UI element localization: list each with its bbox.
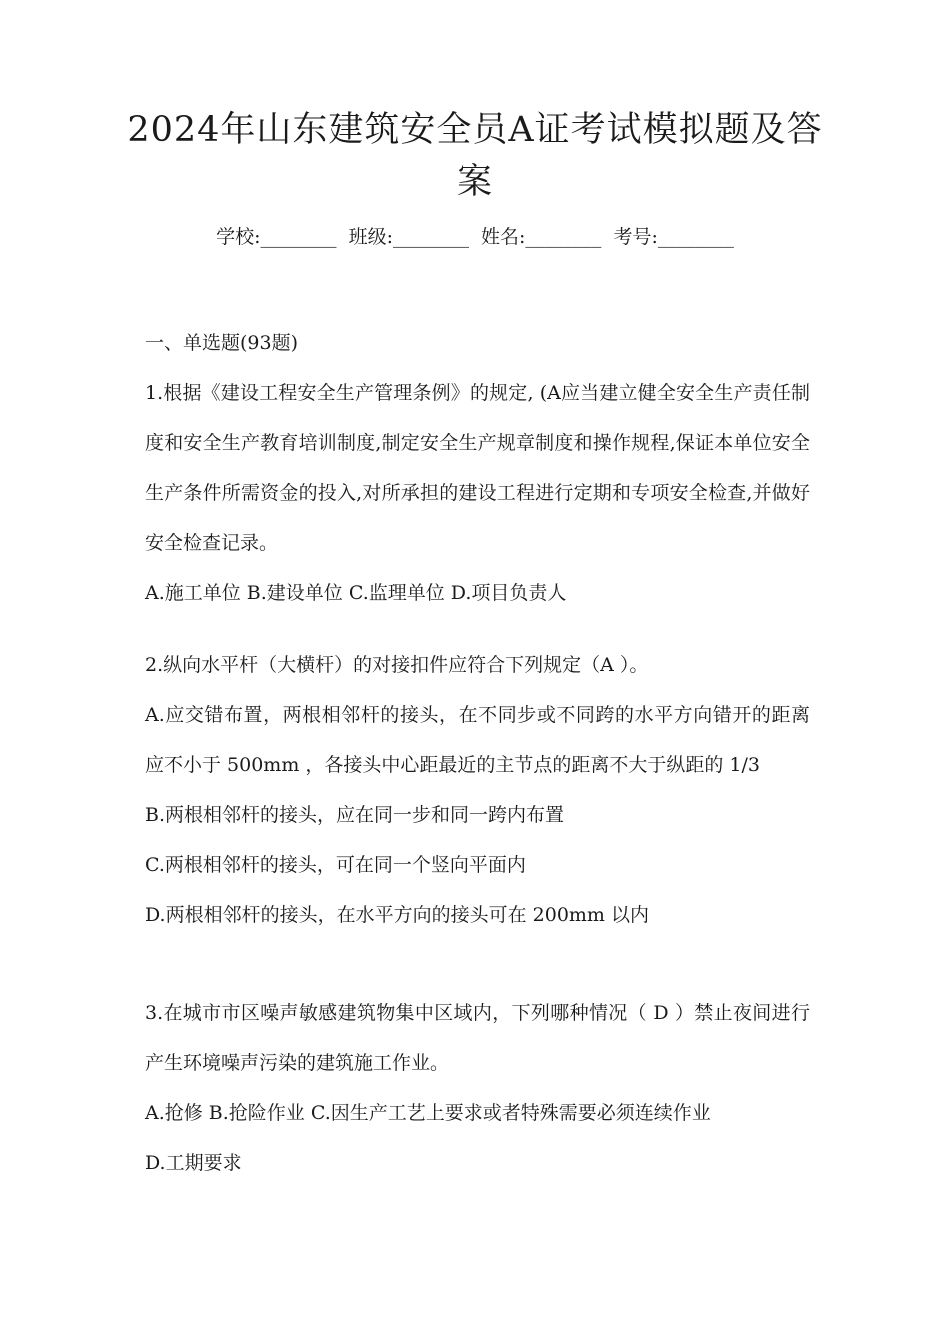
question-3-stem: 3.在城市市区噪声敏感建筑物集中区域内，下列哪种情况（ D ）禁止夜间进行产生环境噪声污染的建筑施工作业。	[145, 1002, 810, 1074]
student-info-fields	[0, 222, 950, 252]
question-3-option-d: D.工期要求	[145, 1152, 242, 1174]
class-field: 班级:________	[348, 226, 469, 248]
question-3-options-abc: A.抢修 B.抢险作业 C.因生产工艺上要求或者特殊需要必须连续作业	[145, 1102, 711, 1124]
name-field: 姓名:________	[481, 226, 602, 248]
question-2-option-d: D.两根相邻杆的接头，在水平方向的接头可在 200mm 以内	[145, 904, 649, 926]
section-heading: 一、单选题(93题)	[145, 332, 299, 354]
question-1-stem: 1.根据《建设工程安全生产管理条例》的规定, (A应当建立健全安全生产责任制度和安全生产教育培训制度,制定安全生产规章制度和操作规程,保证本单位安全生产条件所需资金的投入,对所承担的建设工程进行定期和专项安全检查,并做好安全检查记录。	[145, 382, 810, 554]
school-field: 学校:________	[216, 226, 337, 248]
document-title: 2024年山东建筑安全员A证考试模拟题及答案	[127, 110, 823, 202]
question-2-stem: 2.纵向水平杆（大横杆）的对接扣件应符合下列规定（A ）。	[145, 654, 649, 676]
question-1-options: A.施工单位 B.建设单位 C.监理单位 D.项目负责人	[145, 582, 567, 604]
question-2-option-c: C.两根相邻杆的接头，可在同一个竖向平面内	[145, 854, 526, 876]
question-2-option-b: B.两根相邻杆的接头，应在同一步和同一跨内布置	[145, 804, 565, 826]
exam-number-field: 考号:________	[613, 226, 734, 248]
exam-content	[145, 318, 810, 1188]
question-2-option-a: A.应交错布置，两根相邻杆的接头，在不同步或不同跨的水平方向错开的距离应不小于 500mm ，各接头中心距最近的主节点的距离不大于纵距的 1/3	[145, 704, 810, 776]
